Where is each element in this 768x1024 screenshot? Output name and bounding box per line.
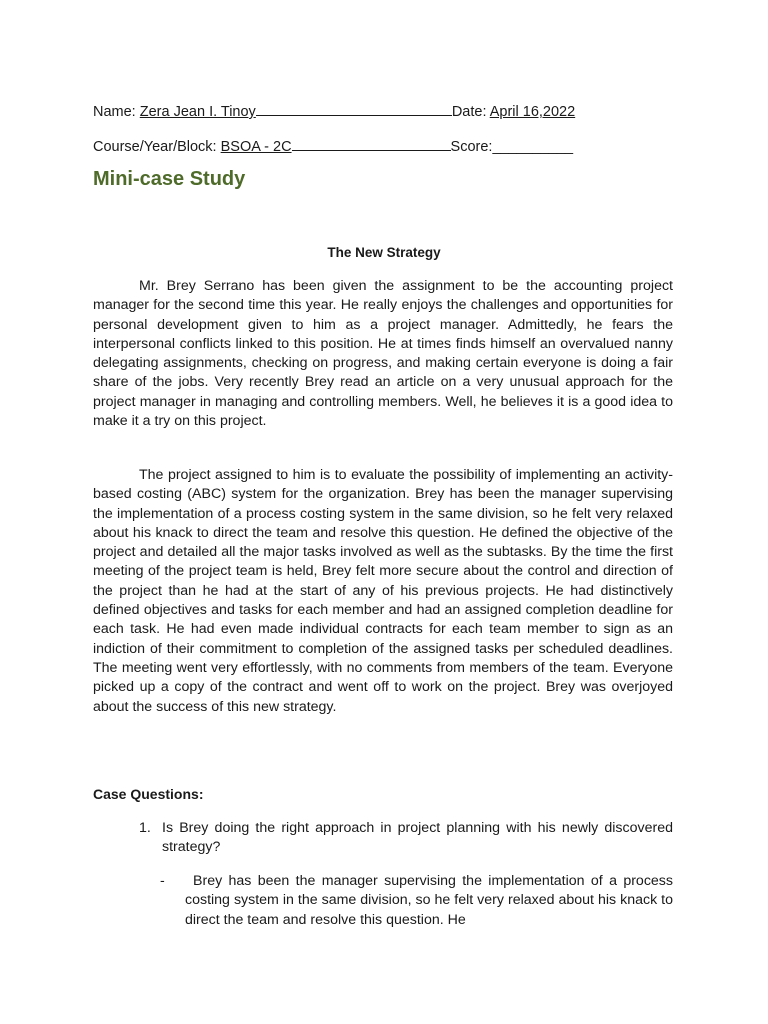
- case-title: The New Strategy: [327, 245, 441, 260]
- course-underline: [292, 136, 451, 151]
- answer-item-1: [160, 872, 673, 930]
- date-label: Date:: [451, 104, 487, 120]
- question-text: Is Brey doing the right approach in project planning with his newly discovered strategy?: [162, 820, 673, 856]
- page-title: Mini-case Study: [93, 168, 246, 190]
- name-label: Name:: [93, 104, 136, 120]
- paragraph-2: The project assigned to him is to evaluate the possibility of implementing an activity-based costing (ABC) system for the organization. Brey has been the manager supervising the implementation of a process costing system in the same division, so he felt very relaxed about his knack to direct the team and resolve this question. He defined the objective of the project and detailed all the major tasks involved as well as the subtasks. By the time the first meeting of the project team is held, Brey felt more secure about the control and direction of the project than he had at the start of any of his previous projects. He had distinctively defined objectives and tasks for each member and had an assigned completion deadline for each task. He had even made individual contracts for each team member to sign as an indiction of their commitment to completion of the assigned tasks per scheduled deadlines. The meeting went very effortlessly, with no comments from members of the team. Everyone picked up a copy of the contract and went off to work on the project. Brey was overjoyed about the success of this new strategy.: [93, 467, 673, 715]
- name-date-line: [93, 101, 575, 121]
- question-item-1: [139, 819, 673, 858]
- question-number: 1.: [139, 820, 151, 836]
- questions-heading: Case Questions:: [93, 786, 204, 802]
- course-label: Course/Year/Block:: [93, 139, 217, 155]
- date-value: April 16,2022: [489, 104, 576, 120]
- course-value: BSOA - 2C: [220, 139, 292, 155]
- name-underline: [256, 101, 452, 116]
- score-label: Score:: [450, 139, 493, 155]
- score-blank: __________: [492, 139, 574, 155]
- answer-text: Brey has been the manager supervising the implementation of a process costing system in the same division, so he felt very relaxed about his knack to direct the team and resolve this question. He: [185, 873, 673, 928]
- answer-bullet: -: [160, 873, 165, 889]
- name-value: Zera Jean I. Tinoy: [139, 104, 256, 120]
- paragraph-1: Mr. Brey Serrano has been given the assignment to be the accounting project manager for the second time this year. He really enjoys the challenges and opportunities for personal development given to him as a project manager. Admittedly, he fears the interpersonal conflicts linked to this position. He at times finds himself an overvalued nanny delegating assignments, checking on progress, and making certain everyone is doing a fair share of the jobs. Very recently Brey read an article on a very unusual approach for the project manager in managing and controlling members. Well, he believes it is a good idea to make it a try on this project.: [93, 278, 673, 430]
- course-score-line: [93, 136, 573, 156]
